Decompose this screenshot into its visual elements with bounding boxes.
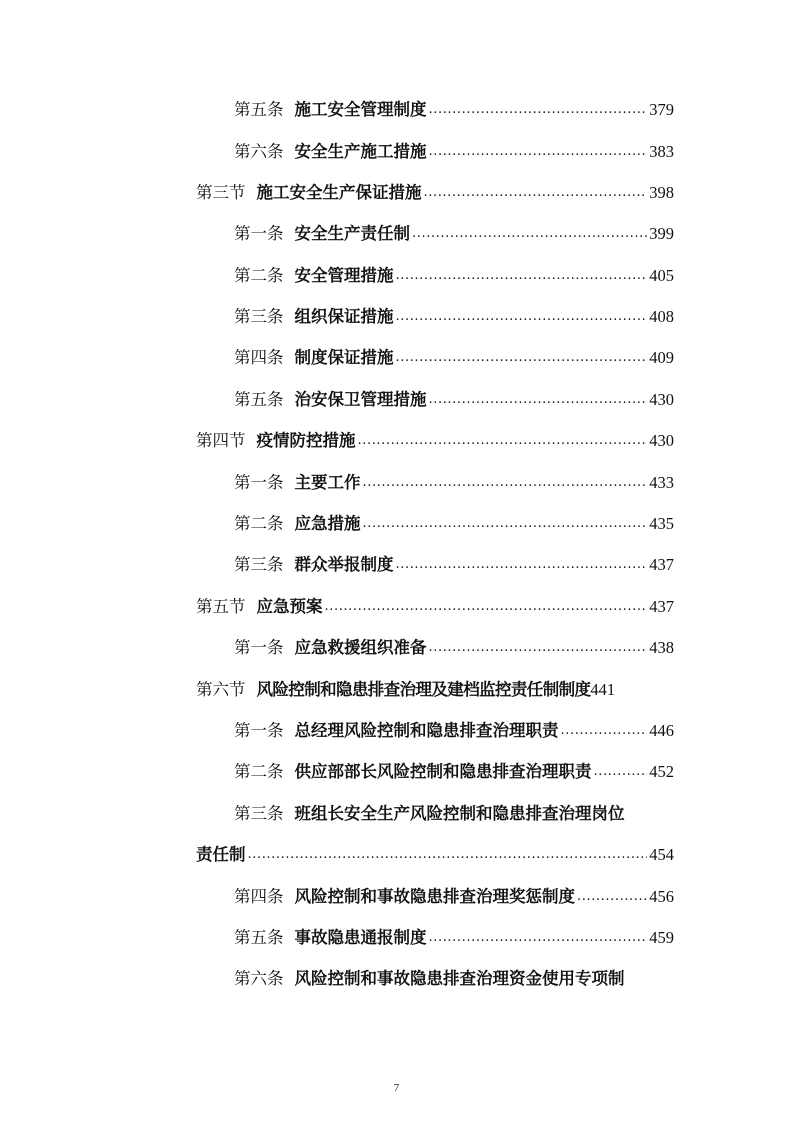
toc-entry[interactable]: [234, 137, 674, 167]
toc-entry[interactable]: [234, 923, 674, 953]
toc-entry[interactable]: [234, 343, 674, 373]
entry-title: 总经理风险控制和隐患排查治理职责: [294, 721, 559, 740]
entry-title: 施工安全生产保证措施: [256, 183, 422, 202]
entry-title: 安全管理措施: [294, 266, 394, 285]
dot-leader: [396, 261, 648, 291]
toc-entry[interactable]: [196, 592, 674, 622]
entry-page: 446: [649, 721, 674, 740]
entry-number: 第二条: [234, 266, 284, 285]
entry-title: 事故隐患通报制度: [294, 928, 427, 947]
toc-entry[interactable]: [196, 178, 674, 208]
entry-page: 405: [649, 266, 674, 285]
toc-entry[interactable]: [234, 261, 674, 291]
entry-page: 409: [649, 348, 674, 367]
dot-leader: [412, 219, 647, 249]
dot-leader: [429, 137, 648, 167]
entry-title: 主要工作: [294, 473, 361, 492]
entry-page: 454: [649, 845, 674, 864]
entry-number: 第二条: [234, 514, 284, 533]
toc-entry[interactable]: [234, 633, 674, 663]
dot-leader: [594, 757, 648, 787]
entry-title-continuation: 责任制: [196, 845, 246, 864]
toc-entry[interactable]: [234, 95, 674, 125]
entry-title: 应急预案: [256, 597, 323, 616]
toc-entry[interactable]: [196, 426, 674, 456]
dot-leader: [429, 923, 648, 953]
dot-leader: [577, 882, 647, 912]
entry-number: 第五条: [234, 928, 284, 947]
entry-page: 459: [649, 928, 674, 947]
entry-page: 435: [649, 514, 674, 533]
page-number: 7: [393, 1082, 400, 1094]
toc-entry[interactable]: [234, 882, 674, 912]
entry-number: 第一条: [234, 638, 284, 657]
entry-page: 398: [649, 183, 674, 202]
dot-leader: [429, 385, 648, 415]
entry-page: 408: [649, 307, 674, 326]
entry-page: 452: [649, 762, 674, 781]
entry-number: 第四条: [234, 348, 284, 367]
entry-number: 第三节: [196, 183, 246, 202]
dot-leader: [325, 592, 648, 622]
dot-leader: [248, 840, 648, 870]
toc-entry[interactable]: [196, 675, 674, 705]
dot-leader: [424, 178, 648, 208]
toc-entry-continuation[interactable]: [196, 840, 674, 870]
entry-number: 第六条: [234, 142, 284, 161]
entry-page: 437: [649, 597, 674, 616]
dot-leader: [396, 550, 648, 580]
entry-title: 风险控制和事故隐患排查治理奖惩制度: [294, 887, 575, 906]
entry-page: 437: [649, 555, 674, 574]
entry-page: 399: [649, 224, 674, 243]
entry-title: 安全生产责任制: [294, 224, 410, 243]
entry-title: 施工安全管理制度: [294, 100, 427, 119]
entry-page: 430: [649, 390, 674, 409]
toc-entry[interactable]: [234, 509, 674, 539]
dot-leader: [358, 426, 648, 456]
entry-page: 379: [649, 100, 674, 119]
entry-number: 第五节: [196, 597, 246, 616]
entry-title: 供应部部长风险控制和隐患排查治理职责: [294, 762, 592, 781]
toc-entry[interactable]: [234, 799, 674, 829]
dot-leader: [429, 633, 648, 663]
dot-leader: [396, 302, 648, 332]
entry-page: 456: [649, 887, 674, 906]
entry-title: 风险控制和隐患排查治理及建档监控责任制制度: [256, 680, 591, 699]
toc-entry[interactable]: [234, 219, 674, 249]
toc-entry[interactable]: [234, 468, 674, 498]
toc-entry[interactable]: [234, 716, 674, 746]
entry-number: 第一条: [234, 721, 284, 740]
entry-title: 风险控制和事故隐患排查治理资金使用专项制: [294, 969, 625, 988]
entry-title: 群众举报制度: [294, 555, 394, 574]
entry-title: 班组长安全生产风险控制和隐患排查治理岗位: [294, 804, 625, 823]
entry-page: 383: [649, 142, 674, 161]
entry-number: 第六条: [234, 969, 284, 988]
entry-number: 第三条: [234, 804, 284, 823]
entry-title: 安全生产施工措施: [294, 142, 427, 161]
dot-leader: [561, 716, 648, 746]
entry-number: 第六节: [196, 680, 246, 699]
entry-page: 441: [590, 680, 616, 699]
toc-entry[interactable]: [234, 385, 674, 415]
toc-entry[interactable]: [234, 964, 674, 994]
dot-leader: [363, 468, 648, 498]
entry-number: 第三条: [234, 555, 284, 574]
entry-title: 疫情防控措施: [256, 431, 356, 450]
entry-page: 430: [649, 431, 674, 450]
dot-leader: [429, 95, 648, 125]
dot-leader: [396, 343, 648, 373]
entry-number: 第一条: [234, 224, 284, 243]
entry-page: 433: [649, 473, 674, 492]
entry-number: 第五条: [234, 390, 284, 409]
entry-title: 应急救援组织准备: [294, 638, 427, 657]
toc-entry[interactable]: [234, 302, 674, 332]
entry-page: 438: [649, 638, 674, 657]
entry-number: 第二条: [234, 762, 284, 781]
entry-title: 治安保卫管理措施: [294, 390, 427, 409]
entry-number: 第一条: [234, 473, 284, 492]
entry-title: 组织保证措施: [294, 307, 394, 326]
entry-number: 第五条: [234, 100, 284, 119]
toc-entry[interactable]: [234, 757, 674, 787]
entry-number: 第四条: [234, 887, 284, 906]
entry-title: 制度保证措施: [294, 348, 394, 367]
dot-leader: [363, 509, 648, 539]
entry-number: 第三条: [234, 307, 284, 326]
entry-number: 第四节: [196, 431, 246, 450]
toc-entry[interactable]: [234, 550, 674, 580]
entry-title: 应急措施: [294, 514, 361, 533]
